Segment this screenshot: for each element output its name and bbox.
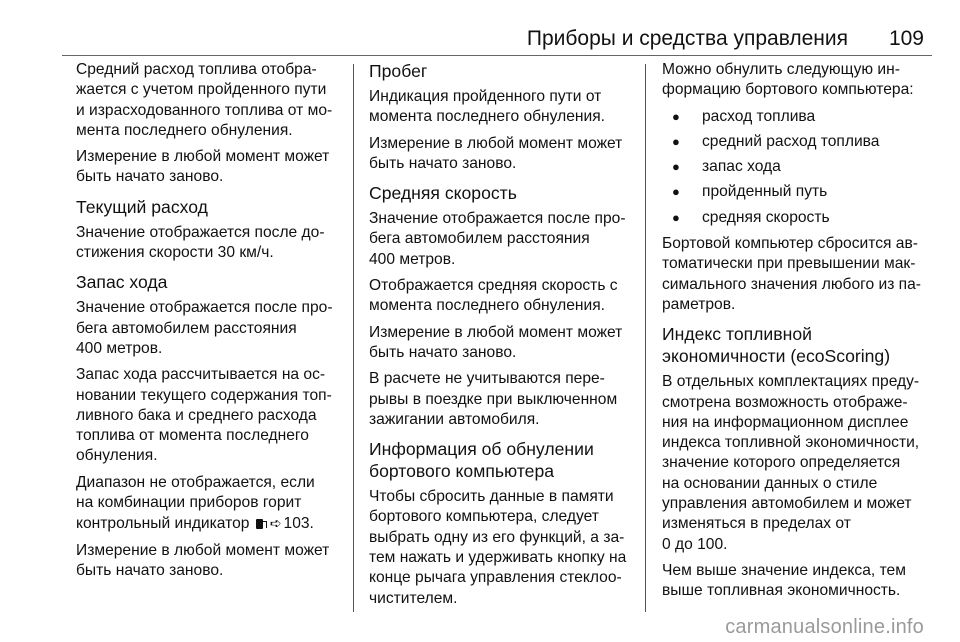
page-reference-arrow-icon: ➪ <box>269 515 282 532</box>
reset-info-text: Чтобы сбросить данные в памяти бортового компьютера, следует выбрать одну из его функций, а за- тем нажать и удерживать кнопку на конце рычага управления стеклоо- чистителем. <box>369 488 627 607</box>
column-1 <box>76 60 346 587</box>
heading-reset-info: Информация об обнулении бортового компьютера <box>369 439 594 482</box>
reset-note-2: Измерение в любой момент может быть начато заново. <box>76 541 330 579</box>
list-item: ● расход топлива <box>662 107 934 127</box>
avg-speed-reset-note: Измерение в любой момент может быть начато заново. <box>369 323 623 361</box>
avg-speed-text-1: Значение отображается после про- бега автомобилем расстояния 400 метров. <box>369 210 626 268</box>
page-reference[interactable]: 103. <box>283 515 314 533</box>
heading-eco-scoring: Индекс топливной экономичности (ecoScoring) <box>662 324 891 367</box>
column-3 <box>662 60 934 608</box>
watermark: carmanualsonline.info <box>725 616 924 638</box>
range-text-1: Значение отображается после про- бега автомобилем расстояния 400 метров. <box>76 299 333 357</box>
section-title: Приборы и средства управления <box>526 27 848 50</box>
column-divider-1 <box>353 64 354 612</box>
auto-reset-text: Бортовой компьютер сбросится ав- томатически при превышении мак- симального значения любого из па- раметров. <box>662 235 921 313</box>
avg-consumption-text: Средний расход топлива отобра- жается с учетом пройденного пути и израсходованного топлива от мо- мента последнего обнуления. <box>76 61 333 139</box>
range-text-3 <box>76 473 346 535</box>
avg-speed-text-2: Отображается средняя скорость с момента последнего обнуления. <box>369 277 618 315</box>
distance-text: Индикация пройденного пути от момента последнего обнуления. <box>369 88 605 126</box>
page-number: 109 <box>888 27 924 50</box>
heading-current-consumption: Текущий расход <box>76 196 208 217</box>
heading-distance: Пробег <box>369 61 428 81</box>
current-consumption-text: Значение отображается после до- стижения скорости 30 км/ч. <box>76 223 325 262</box>
list-item: ● запас хода <box>662 157 934 177</box>
range-text-2: Запас хода рассчитывается на ос- новании текущего содержания топ- ливного бака и среднего расхода топлива от момента последнего обнуления. <box>76 366 332 465</box>
list-item: ● пройденный путь <box>662 182 934 202</box>
reset-note: Измерение в любой момент может быть начато заново. <box>76 148 330 186</box>
heading-average-speed: Средняя скорость <box>369 183 517 204</box>
page-header <box>0 0 960 56</box>
column-2 <box>369 60 639 615</box>
column-divider-2 <box>645 64 646 612</box>
eco-scoring-text-1: В отдельных комплектациях преду- смотрена возможность отображе- ния на информационном дисплее индекса топливной экономичности, значение которого определяется на основании данных о стиле управления автомобилем и может изменяться в пределах от 0 до 100. <box>662 373 920 553</box>
list-item: ● средний расход топлива <box>662 132 934 152</box>
range-text-3-body: Диапазон не отображается, если на комбинации приборов горит контрольный индикатор <box>76 473 315 533</box>
resettable-info-intro: Можно обнулить следующую ин- формацию бортового компьютера: <box>662 61 914 99</box>
fuel-pump-icon <box>255 517 267 530</box>
eco-scoring-text-2: Чем выше значение индекса, тем выше топливная экономичность. <box>662 561 906 600</box>
header-rule <box>62 55 932 56</box>
avg-speed-text-3: В расчете не учитываются пере- рывы в поездке при выключенном зажигании автомобиля. <box>369 370 618 428</box>
heading-range: Запас хода <box>76 272 168 293</box>
list-item: ● средняя скорость <box>662 208 934 228</box>
resettable-list <box>662 107 934 228</box>
distance-reset-note: Измерение в любой момент может быть начато заново. <box>369 134 623 172</box>
